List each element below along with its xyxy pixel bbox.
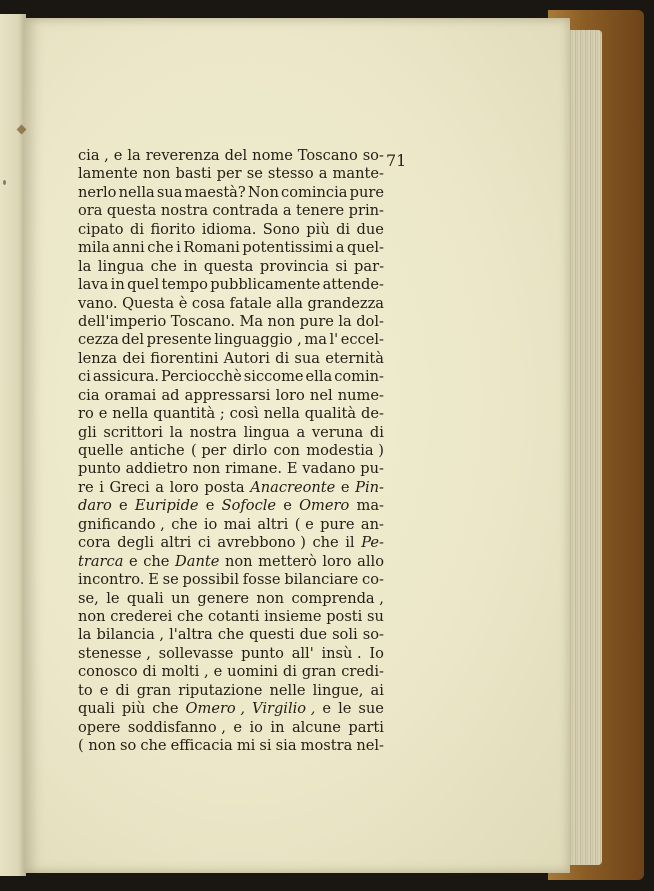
text-line xyxy=(78,460,384,478)
word: metterò xyxy=(258,552,317,570)
word: quali xyxy=(78,700,115,718)
word: quel- xyxy=(347,239,384,257)
word: credi- xyxy=(341,663,384,681)
word: opere xyxy=(78,718,121,736)
word: rimane. xyxy=(225,460,283,478)
word: comincia xyxy=(281,183,348,201)
word: ad xyxy=(161,386,180,404)
text-line xyxy=(78,534,384,552)
text-line xyxy=(78,387,384,405)
word: ( non xyxy=(78,737,116,754)
word: in xyxy=(270,718,285,736)
word: che xyxy=(312,534,339,552)
text-line xyxy=(78,368,384,386)
word: in xyxy=(183,257,198,275)
word: so- xyxy=(362,147,384,164)
word: che xyxy=(217,626,245,644)
word: a xyxy=(296,423,306,441)
word: tempo xyxy=(161,276,208,294)
word: ( e xyxy=(294,515,314,533)
word: contrada xyxy=(212,202,279,220)
text-line xyxy=(78,571,384,589)
word: bilanciare xyxy=(284,571,359,589)
word: questa xyxy=(106,202,157,220)
word: de- xyxy=(360,405,384,423)
word: molti , xyxy=(161,663,209,681)
word: cora xyxy=(78,534,111,552)
text-line xyxy=(78,165,384,183)
word: ora xyxy=(78,202,103,220)
word: Non xyxy=(247,183,279,201)
text-line xyxy=(78,221,384,239)
word: all' xyxy=(291,644,314,662)
word: Dante xyxy=(175,552,220,570)
word: bilancia , xyxy=(96,626,165,644)
word: Virgilio , xyxy=(252,700,316,718)
text-line xyxy=(78,350,384,368)
word: le xyxy=(338,700,352,718)
word: e xyxy=(233,718,243,736)
text-line xyxy=(78,442,384,460)
word: fatale xyxy=(229,294,272,312)
text-line xyxy=(78,682,384,700)
word: io xyxy=(203,515,218,533)
word: non xyxy=(192,460,221,478)
word: non xyxy=(78,607,106,625)
word: par- xyxy=(354,257,384,275)
word: pu- xyxy=(360,460,384,478)
word: posti xyxy=(326,607,363,625)
word: efficacia xyxy=(170,737,233,754)
word: per xyxy=(216,165,242,183)
word: a xyxy=(282,202,292,220)
word: lingua xyxy=(243,423,290,441)
word: di xyxy=(282,663,297,681)
text-line xyxy=(78,645,384,663)
word: Sono xyxy=(262,220,300,238)
word: dei xyxy=(122,349,145,367)
word: quantità ; xyxy=(153,405,225,423)
word: questa xyxy=(203,257,254,275)
ink-spot xyxy=(3,180,6,185)
word: così xyxy=(229,405,259,423)
left-page-edge xyxy=(0,14,26,876)
text-line xyxy=(78,313,384,331)
word: che xyxy=(171,515,198,533)
word: dol- xyxy=(356,312,384,330)
word: ci xyxy=(78,368,91,386)
word: pure xyxy=(320,515,355,533)
word: E xyxy=(286,460,298,478)
word: cipato xyxy=(78,220,124,238)
word: mi xyxy=(236,737,256,754)
word: cia xyxy=(78,386,100,404)
word: di xyxy=(115,681,130,699)
word: nel- xyxy=(356,737,384,754)
word: Questa xyxy=(122,294,175,312)
word: e xyxy=(283,497,292,515)
word: provincia xyxy=(259,257,329,275)
word: insieme xyxy=(264,607,322,625)
word: l'altra xyxy=(169,626,213,644)
word: ma xyxy=(304,331,327,349)
word: linguaggio , xyxy=(214,331,302,349)
text-line xyxy=(78,737,384,755)
word: che xyxy=(147,239,174,257)
word: genere xyxy=(197,589,249,607)
word: so xyxy=(120,737,137,754)
word: le xyxy=(106,589,120,607)
word: del xyxy=(224,147,248,164)
word: scrittori xyxy=(103,423,163,441)
text-line xyxy=(78,663,384,681)
word: anni xyxy=(112,239,145,257)
word: io xyxy=(249,718,263,736)
word: antiche xyxy=(129,442,185,459)
word: posta xyxy=(204,478,245,496)
word: nostra xyxy=(160,202,209,220)
word: lamente xyxy=(78,165,138,183)
text-line xyxy=(78,608,384,626)
page-text xyxy=(78,147,384,755)
word: a xyxy=(155,478,164,496)
word: Pin- xyxy=(355,478,384,496)
word: ci xyxy=(197,534,211,552)
word: avrebbono ) xyxy=(217,534,306,552)
text-line xyxy=(78,258,384,276)
text-line xyxy=(78,626,384,644)
word: se xyxy=(162,571,179,589)
word: nella xyxy=(112,405,149,423)
word: gran xyxy=(301,663,337,681)
word: ai xyxy=(370,681,384,699)
text-line xyxy=(78,276,384,294)
word: degli xyxy=(117,534,154,552)
word: Romani xyxy=(183,239,240,257)
word: sua xyxy=(156,183,183,201)
word: fiorito xyxy=(150,220,196,238)
word: oramai xyxy=(104,386,157,404)
word: punto xyxy=(78,460,121,478)
word: re xyxy=(78,478,94,496)
word: lava xyxy=(78,276,109,294)
word: la xyxy=(78,257,92,275)
word: soli xyxy=(332,626,358,644)
word: la xyxy=(127,147,141,164)
word: tenere xyxy=(296,202,345,220)
word: possibil xyxy=(182,571,239,589)
word: grandezza xyxy=(307,294,384,312)
word: Toscano xyxy=(297,147,358,164)
word: con xyxy=(273,442,300,459)
word: a xyxy=(335,239,345,257)
word: cia , xyxy=(78,147,109,164)
word: daro xyxy=(78,497,112,515)
word: qualità xyxy=(304,405,357,423)
word: gnificando , xyxy=(78,515,165,533)
word: ro xyxy=(78,405,94,423)
page-number: 71 xyxy=(386,151,407,170)
word: più xyxy=(306,220,330,238)
word: la xyxy=(338,312,352,330)
word: stesso xyxy=(267,165,314,183)
word: Toscano. xyxy=(170,312,236,330)
text-line xyxy=(78,202,384,220)
word: e xyxy=(113,147,123,164)
word: di xyxy=(336,220,351,238)
text-line xyxy=(78,479,384,497)
word: pubblicamente xyxy=(210,276,321,294)
word: gli xyxy=(78,423,97,441)
text-line xyxy=(78,331,384,349)
word: un xyxy=(171,589,190,607)
word: e xyxy=(119,497,128,515)
word: dell'imperio xyxy=(78,312,167,330)
word: mante- xyxy=(332,165,384,183)
word: in xyxy=(110,276,125,294)
word: insù . xyxy=(321,644,362,662)
word: prin- xyxy=(348,202,384,220)
word: maestà? xyxy=(184,183,246,201)
word: cezza xyxy=(78,331,119,349)
word: e xyxy=(98,405,108,423)
word: Io xyxy=(369,644,384,662)
word: E xyxy=(148,571,159,589)
word: veruna xyxy=(311,423,364,441)
word: loro xyxy=(322,552,352,570)
word: fosse xyxy=(242,571,281,589)
word: e xyxy=(99,681,109,699)
word: lingue, xyxy=(312,681,364,699)
word: questi xyxy=(249,626,295,644)
word: non xyxy=(256,589,285,607)
word: Pe- xyxy=(361,534,384,552)
word: vadano xyxy=(302,460,356,478)
word: mila xyxy=(78,239,110,257)
text-line xyxy=(78,239,384,257)
word: parti xyxy=(348,718,384,736)
text-line xyxy=(78,147,384,165)
word: cotanti xyxy=(207,607,260,625)
word: nerlo xyxy=(78,183,117,201)
word: comprenda , xyxy=(291,589,384,607)
word: a xyxy=(318,165,328,183)
word: trarca xyxy=(78,552,124,570)
word: to xyxy=(78,681,93,699)
word: si xyxy=(335,257,348,275)
text-line xyxy=(78,516,384,534)
word: Omero , xyxy=(185,700,245,718)
word: allo xyxy=(357,552,384,570)
word: su xyxy=(367,607,384,625)
word: assicura. xyxy=(92,368,160,386)
word: se, xyxy=(78,589,99,607)
word: Perciocchè xyxy=(161,368,242,386)
word: che xyxy=(152,700,179,718)
word: modestia ) xyxy=(306,442,384,459)
word: non xyxy=(224,552,253,570)
word: sia xyxy=(275,737,297,754)
word: quali xyxy=(126,589,164,607)
word: il xyxy=(345,534,355,552)
text-line xyxy=(78,497,384,515)
word: di xyxy=(129,220,144,238)
word: lenza xyxy=(78,349,118,367)
word: i xyxy=(99,478,104,496)
word: nella xyxy=(118,183,155,201)
word: loro xyxy=(275,386,305,404)
word: incontro. xyxy=(78,571,145,589)
word: i xyxy=(176,239,181,257)
word: punto xyxy=(241,644,284,662)
word: quelle xyxy=(78,442,124,459)
word: nella xyxy=(263,405,300,423)
word: eccel- xyxy=(340,331,384,349)
text-line xyxy=(78,553,384,571)
word: potentissimi xyxy=(242,239,334,257)
word: soddisfanno , xyxy=(127,718,226,736)
word: Anacreonte xyxy=(250,478,336,496)
word: alcune xyxy=(291,718,341,736)
word: sollevasse xyxy=(158,644,234,662)
word: di xyxy=(142,663,157,681)
word: che xyxy=(143,552,170,570)
word: an- xyxy=(360,515,384,533)
word: idioma. xyxy=(201,220,257,238)
text-line xyxy=(78,590,384,608)
text-line xyxy=(78,700,384,718)
word: Sofocle xyxy=(221,497,277,515)
word: Euripide xyxy=(134,497,199,515)
word: si xyxy=(259,737,272,754)
word: crederei xyxy=(110,607,173,625)
word: vano. xyxy=(78,294,118,312)
word: presente xyxy=(146,331,212,349)
word: due xyxy=(356,220,384,238)
word: eternità xyxy=(325,349,384,367)
word: comin- xyxy=(334,368,384,386)
word: non xyxy=(267,312,296,330)
word: so- xyxy=(362,626,384,644)
word: e xyxy=(129,552,138,570)
word: pure xyxy=(299,312,334,330)
word: sue xyxy=(358,700,384,718)
word: mostra xyxy=(300,737,353,754)
word: e xyxy=(205,497,215,515)
word: siccome xyxy=(243,368,304,386)
word: attende- xyxy=(322,276,384,294)
word: altri xyxy=(160,534,192,552)
word: Greci xyxy=(109,478,150,496)
word: cosa xyxy=(191,294,226,312)
word: alla xyxy=(276,294,303,312)
word: di xyxy=(369,423,384,441)
word: nel xyxy=(309,386,333,404)
word: che xyxy=(177,607,204,625)
text-line xyxy=(78,295,384,313)
word: è xyxy=(178,294,188,312)
word: se xyxy=(246,165,263,183)
word: riputazione xyxy=(178,681,263,699)
word: nume- xyxy=(337,386,384,404)
text-line xyxy=(78,424,384,442)
word: e xyxy=(213,663,223,681)
word: di xyxy=(275,349,290,367)
word: e xyxy=(322,700,332,718)
word: quel xyxy=(127,276,160,294)
word: stenesse , xyxy=(78,644,151,662)
word: loro xyxy=(169,478,199,496)
word: Autori xyxy=(223,349,270,367)
word: l' xyxy=(329,331,339,349)
word: ma- xyxy=(356,497,384,515)
word: nelle xyxy=(269,681,306,699)
word: Omero xyxy=(299,497,350,515)
word: la xyxy=(78,626,92,644)
word: dirlo xyxy=(232,442,268,459)
word: due xyxy=(299,626,327,644)
word: non xyxy=(142,165,171,183)
word: nome xyxy=(252,147,293,164)
word: e xyxy=(340,478,350,496)
word: appressarsi xyxy=(184,386,271,404)
word: che xyxy=(140,737,167,754)
word: co- xyxy=(362,571,384,589)
word: più xyxy=(121,700,146,718)
word: uomini xyxy=(227,663,278,681)
word: fiorentini xyxy=(150,349,219,367)
word: conosco xyxy=(78,663,138,681)
word: ella xyxy=(305,368,333,386)
word: lingua xyxy=(97,257,145,275)
word: reverenza xyxy=(145,147,220,164)
word: la xyxy=(169,423,183,441)
word: ( per xyxy=(190,442,227,459)
word: addietro xyxy=(125,460,188,478)
word: Ma xyxy=(239,312,264,330)
text-line xyxy=(78,719,384,737)
word: basti xyxy=(175,165,212,183)
word: del xyxy=(121,331,145,349)
text-line xyxy=(78,184,384,202)
word: altri xyxy=(257,515,289,533)
word: che xyxy=(150,257,177,275)
word: nostra xyxy=(189,423,237,441)
text-line xyxy=(78,405,384,423)
word: sua xyxy=(294,349,320,367)
word: pure xyxy=(349,183,384,201)
word: gran xyxy=(136,681,172,699)
word: mai xyxy=(223,515,251,533)
